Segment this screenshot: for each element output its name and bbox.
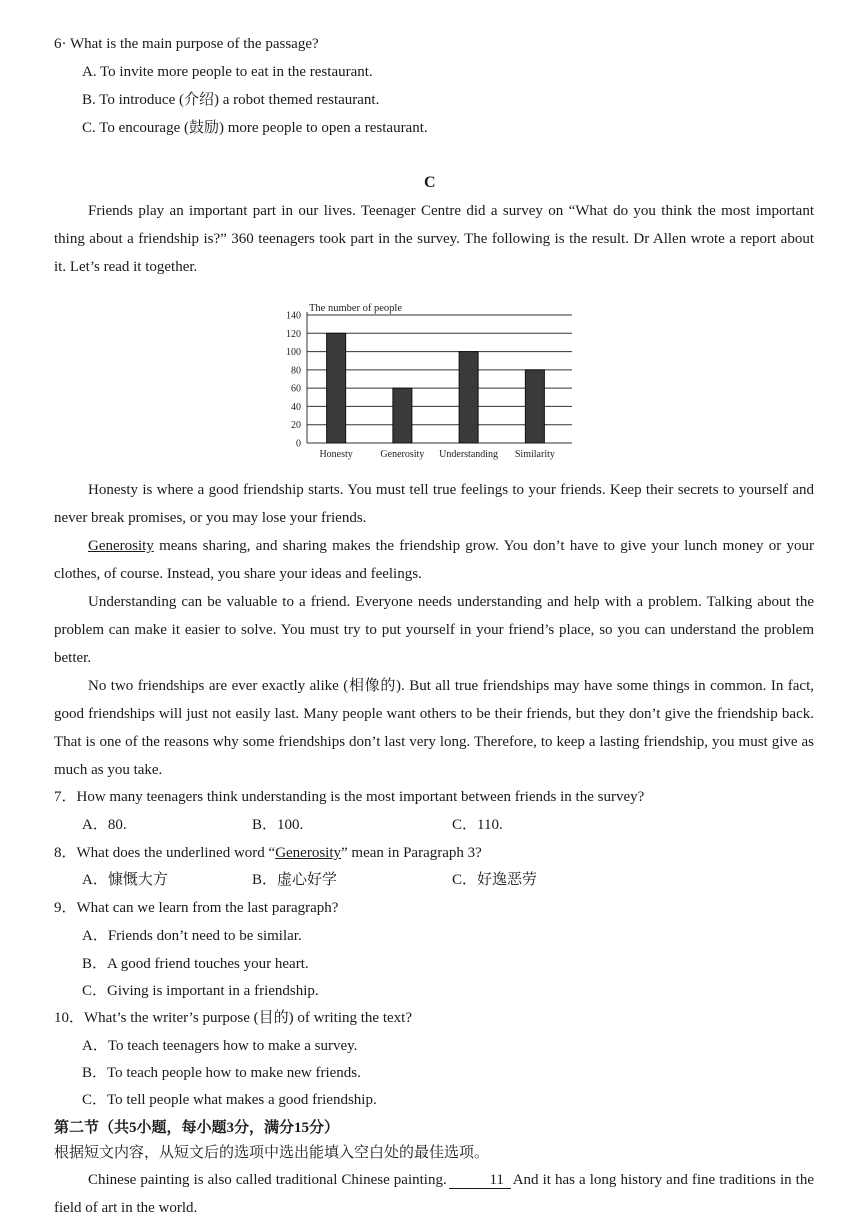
x-tick-label: Honesty bbox=[319, 449, 353, 460]
generosity-paragraph bbox=[54, 532, 814, 588]
y-tick-label: 20 bbox=[291, 420, 301, 432]
section2-passage bbox=[54, 1166, 814, 1222]
y-tick-label: 100 bbox=[286, 347, 301, 359]
q7-option-a: A．80. bbox=[82, 817, 127, 833]
y-tick-label: 80 bbox=[291, 365, 301, 377]
bar-understanding bbox=[459, 352, 478, 443]
q7-option-c: C．110. bbox=[452, 817, 503, 833]
similarity-text: No two friendships are ever exactly alike (相像的). But all true friendships may have some things in common. In fact, good friendships will just not easily last. Many people want others to be their friends, but they don’t give the friendship back. That is one of the reasons why some friendships don’t last very long. Therefore, to keep a lasting friendship, you must give as much as you take. bbox=[54, 678, 814, 778]
bar-similarity bbox=[525, 370, 544, 443]
q10-option-a: A．To teach teenagers how to make a survey. bbox=[82, 1038, 358, 1054]
chart-title: The number of people bbox=[309, 303, 403, 314]
section2-heading: 第二节（共5小题，每小题3分，满分15分） bbox=[54, 1120, 340, 1136]
section-c-heading: C bbox=[424, 174, 436, 191]
similarity-paragraph bbox=[54, 672, 814, 784]
q10-stem: 10．What’s the writer’s purpose (目的) of writing the text? bbox=[54, 1010, 412, 1026]
y-tick-label: 140 bbox=[286, 310, 301, 322]
generosity-underlined-word: Generosity bbox=[88, 538, 154, 554]
q10-option-c: C．To tell people what makes a good friendship. bbox=[82, 1092, 377, 1108]
bar-generosity bbox=[393, 388, 412, 443]
intro-paragraph bbox=[54, 197, 814, 281]
q9-option-b: B．A good friend touches your heart. bbox=[82, 956, 309, 972]
q6-option-a: A. To invite more people to eat in the restaurant. bbox=[82, 64, 373, 80]
survey-bar-chart bbox=[270, 298, 580, 468]
q8-option-b: B．虚心好学 bbox=[252, 872, 338, 888]
q6-option-b: B. To introduce (介绍) a robot themed restaurant. bbox=[82, 92, 380, 108]
honesty-paragraph bbox=[54, 476, 814, 532]
q8-option-c: C．好逸恶劳 bbox=[452, 872, 538, 888]
honesty-text: Honesty is where a good friendship starts. You must tell true feelings to your friends. Keep their secrets to yourself and never break promises, or you may lose your friends. bbox=[54, 482, 814, 526]
q9-stem: 9．What can we learn from the last paragraph? bbox=[54, 900, 339, 916]
understanding-paragraph bbox=[54, 588, 814, 672]
q9-option-c: C．Giving is important in a friendship. bbox=[82, 983, 319, 999]
x-tick-label: Understanding bbox=[439, 449, 499, 460]
y-tick-label: 0 bbox=[296, 438, 301, 450]
y-tick-label: 120 bbox=[286, 328, 301, 340]
understanding-text: Understanding can be valuable to a friend. Everyone needs understanding and help with a problem. Talking about the problem can make it easier to solve. You must try to put yourself in your friend’s place, so you can understand the problem better. bbox=[54, 594, 814, 666]
y-tick-label: 60 bbox=[291, 383, 301, 395]
generosity-text: means sharing, and sharing makes the friendship grow. You don’t have to give your lunch money or your clothes, of course. Instead, you share your ideas and feelings. bbox=[54, 538, 814, 582]
section2-instruction: 根据短文内容，从短文后的选项中选出能填入空白处的最佳选项。 bbox=[54, 1145, 490, 1161]
q10-option-b: B．To teach people how to make new friends. bbox=[82, 1065, 361, 1081]
q8-option-a: A．慷慨大方 bbox=[82, 872, 168, 888]
blank-11: 11 bbox=[449, 1172, 511, 1189]
q7-option-b: B．100. bbox=[252, 817, 304, 833]
q8-stem bbox=[54, 843, 482, 863]
q9-option-a: A．Friends don’t need to be similar. bbox=[82, 928, 302, 944]
x-tick-label: Generosity bbox=[380, 449, 425, 460]
q8-underlined-word: Generosity bbox=[275, 845, 342, 861]
bar-honesty bbox=[327, 333, 346, 443]
q8-stem-post: ” mean in Paragraph 3? bbox=[341, 845, 482, 861]
y-tick-label: 40 bbox=[291, 401, 301, 413]
x-tick-label: Similarity bbox=[514, 449, 555, 460]
q7-stem: 7．How many teenagers think understanding is the most important between friends in the survey? bbox=[54, 789, 645, 805]
q8-stem-pre: 8．What does the underlined word “ bbox=[54, 845, 276, 861]
section2-text-pre: Chinese painting is also called traditional Chinese painting. bbox=[88, 1172, 447, 1188]
q6-option-c: C. To encourage (鼓励) more people to open a restaurant. bbox=[82, 120, 428, 136]
q6-stem: 6· What is the main purpose of the passage? bbox=[54, 36, 319, 52]
intro-text: Friends play an important part in our lives. Teenager Centre did a survey on “What do you think the most important thing about a friendship is?” 360 teenagers took part in the survey. The following is the result. Dr Allen wrote a report about it. Let’s read it together. bbox=[54, 203, 814, 275]
section2-text-post: And it has a long history and fine traditions in the field of art in the world. bbox=[54, 1172, 814, 1216]
